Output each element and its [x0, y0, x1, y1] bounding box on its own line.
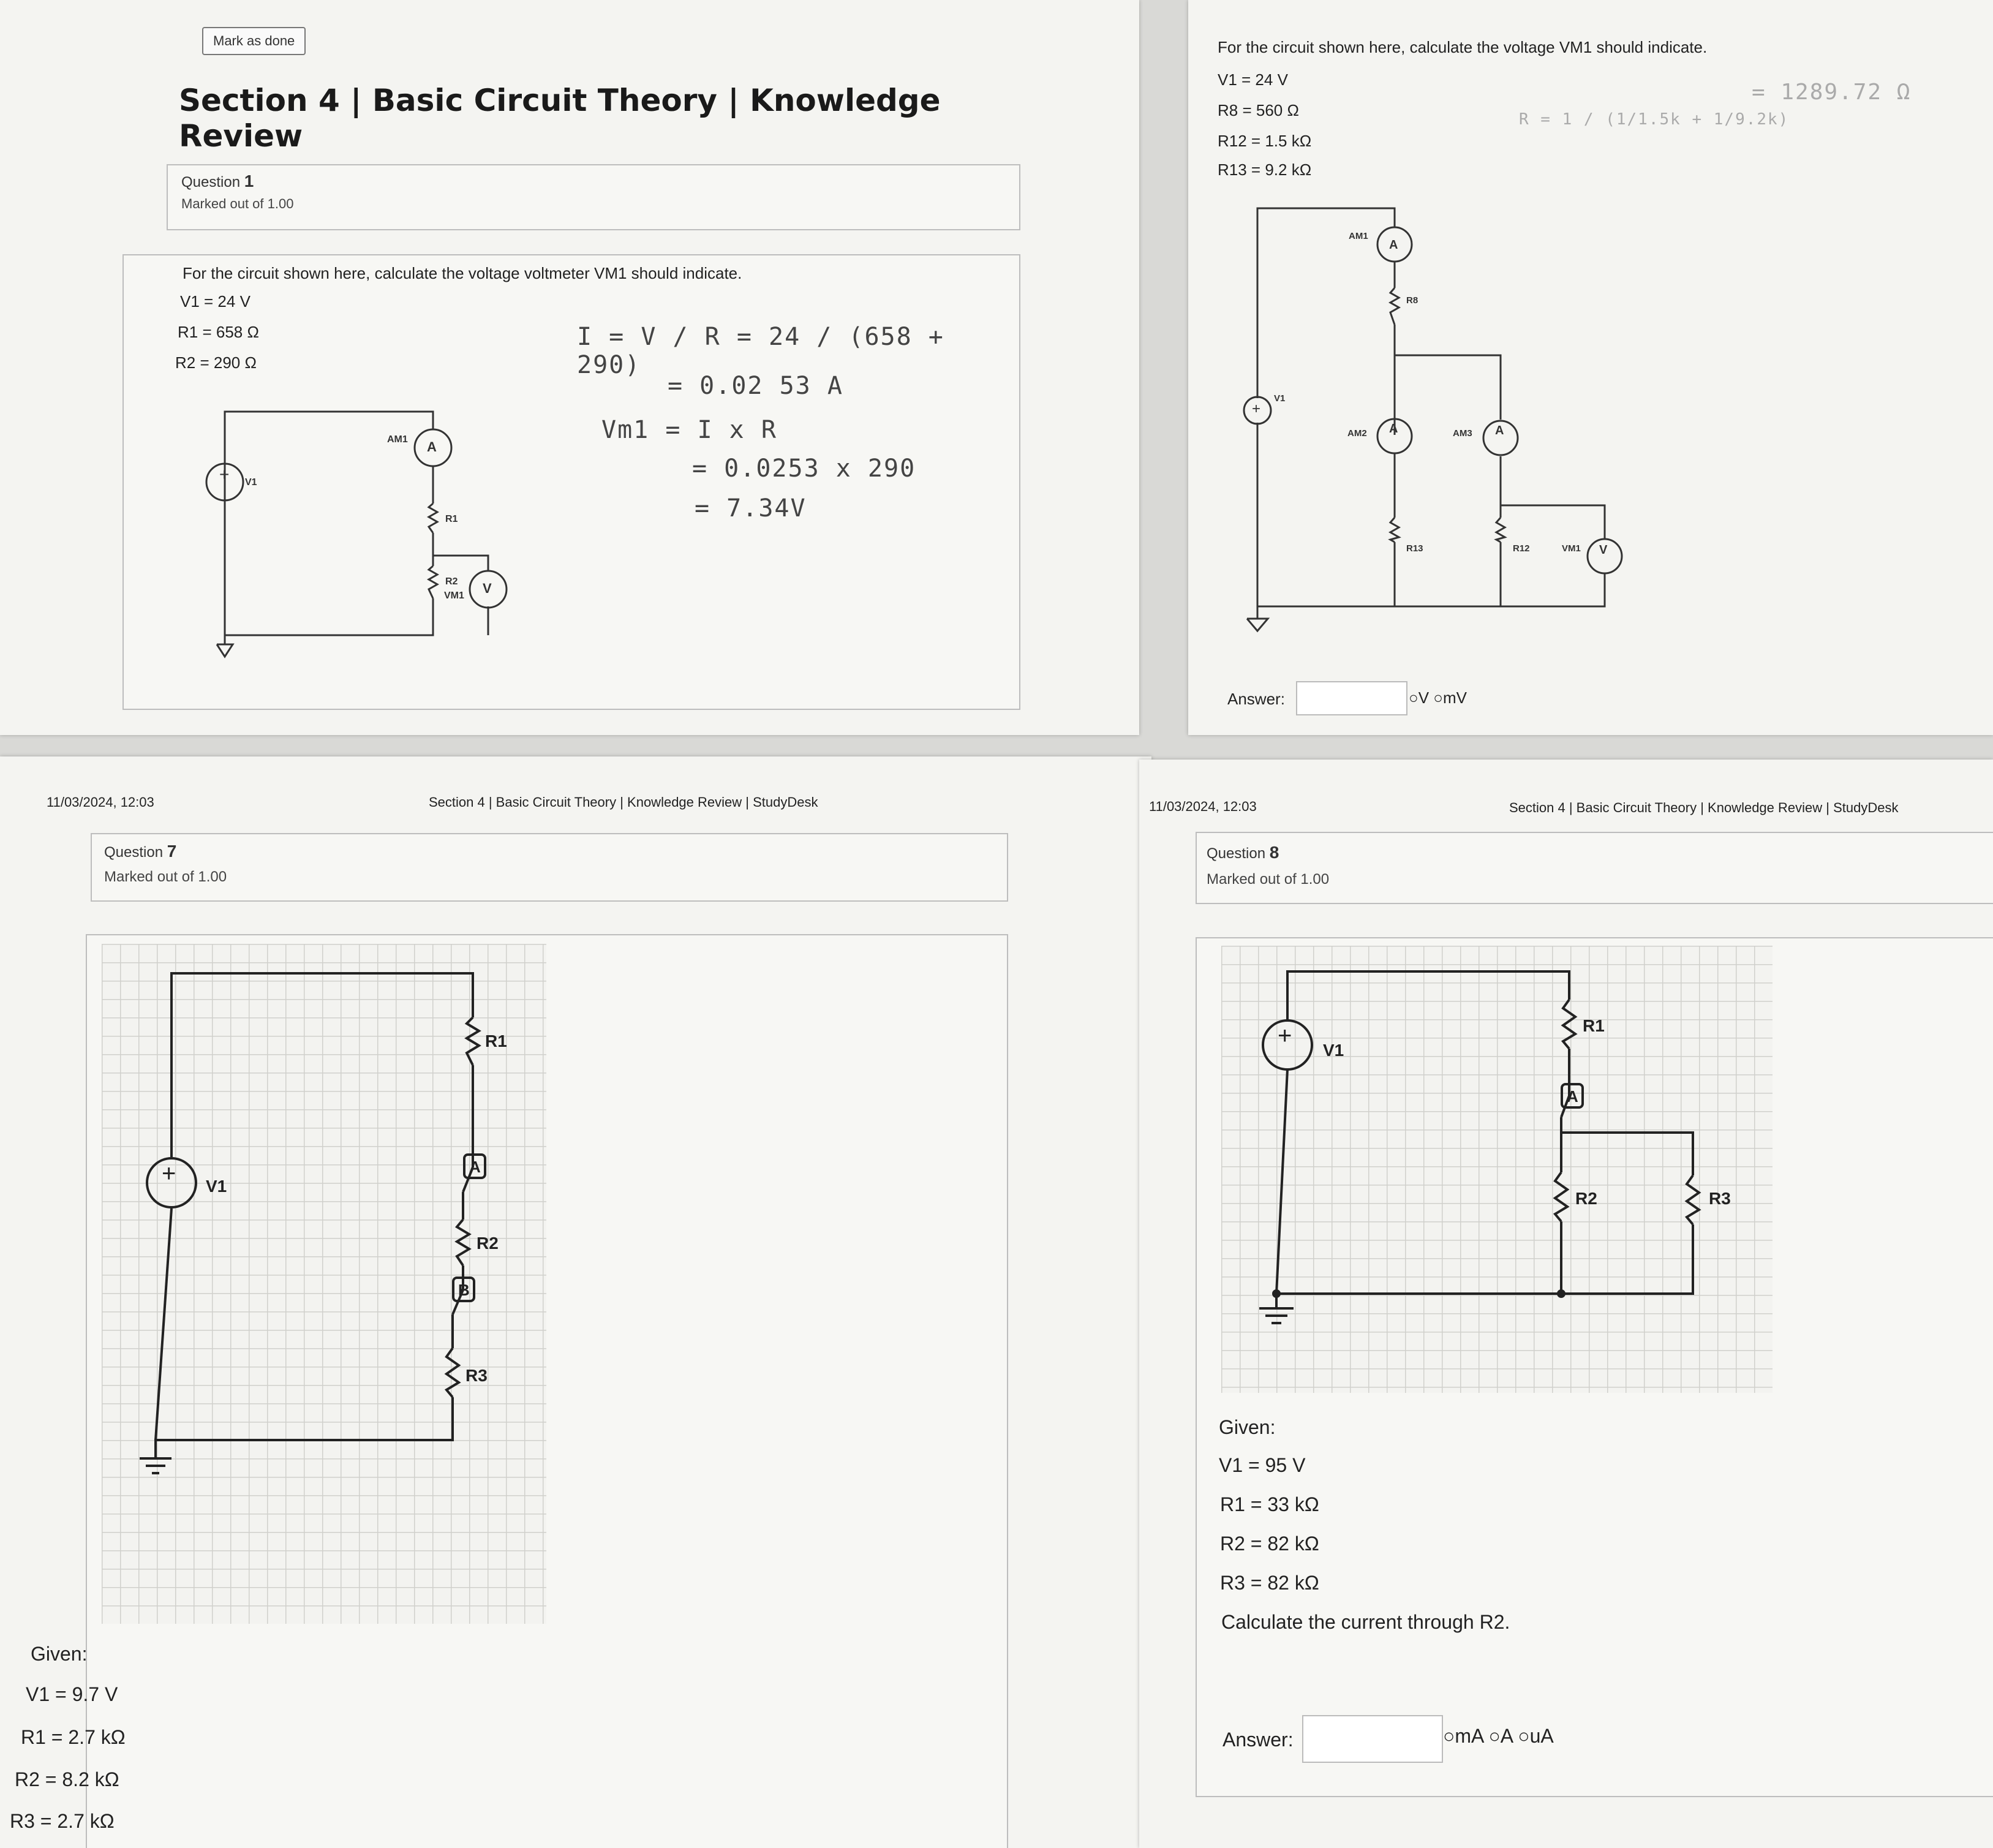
v1-plus-sign: +	[1278, 1022, 1292, 1049]
question-7-info-box	[91, 833, 1008, 902]
v1-label: V1	[206, 1177, 227, 1196]
question-7-label: Question 7	[104, 842, 177, 861]
footer-page-title: Section 4 | Basic Circuit Theory | Knowledge Review | StudyDesk	[1509, 800, 1899, 815]
question-7-given-title: Given:	[31, 1643, 88, 1665]
unit-radio-ma[interactable]: ○mA	[1443, 1725, 1483, 1747]
question-7-circuit-grid	[102, 944, 546, 1624]
question-parallel-unit-options	[1409, 688, 1467, 707]
r8-label: R8	[1406, 295, 1418, 306]
question-parallel-given-r13: R13 = 9.2 kΩ	[1218, 160, 1312, 179]
question-8-given-r1: R1 = 33 kΩ	[1220, 1493, 1319, 1515]
unit-radio-v[interactable]: ○V	[1409, 688, 1430, 707]
question-1-marked: Marked out of 1.00	[181, 196, 294, 211]
handwritten-work-line-4: = 0.0253 x 290	[692, 454, 916, 483]
vm1-label: VM1	[444, 590, 464, 601]
question-7-given-r1: R1 = 2.7 kΩ	[21, 1726, 126, 1748]
question-8-info-box	[1196, 832, 1993, 904]
question-8-circuit-grid	[1221, 946, 1773, 1393]
handwritten-work-line-1: I = V / R = 24 / (658 + 290)	[577, 323, 944, 379]
question-parallel-given-r8: R8 = 560 Ω	[1218, 101, 1299, 119]
r3-label: R3	[465, 1366, 488, 1385]
footer-timestamp: 11/03/2024, 12:03	[47, 794, 154, 810]
r12-label: R12	[1513, 543, 1530, 554]
am3-symbol: A	[1495, 424, 1504, 437]
unit-radio-ua[interactable]: ○uA	[1518, 1725, 1554, 1747]
am1-label: AM1	[1349, 231, 1368, 241]
mark-as-done-button[interactable]: Mark as done	[202, 27, 306, 55]
am2-label: AM2	[1347, 428, 1367, 439]
question-8-given-title: Given:	[1219, 1416, 1276, 1438]
r1-label: R1	[1583, 1016, 1605, 1035]
question-7-marked: Marked out of 1.00	[104, 869, 227, 885]
question-7-given-r2: R2 = 8.2 kΩ	[15, 1768, 119, 1790]
unit-radio-a[interactable]: ○A	[1488, 1725, 1513, 1747]
vm1-symbol: V	[1599, 543, 1608, 557]
v1-plus-sign: +	[219, 465, 230, 484]
footer-page-title: Section 4 | Basic Circuit Theory | Knowledge Review | StudyDesk	[429, 794, 818, 810]
handwritten-work-line-2: = 0.02 53 A	[668, 372, 843, 400]
am1-symbol: A	[1389, 238, 1398, 252]
sheet-question-1	[0, 0, 1139, 735]
handwritten-work-line-5: = 7.34V	[695, 494, 807, 522]
point-b-symbol: B	[458, 1281, 470, 1299]
question-8-given-r3: R3 = 82 kΩ	[1220, 1572, 1319, 1594]
am2-symbol: A	[1389, 422, 1398, 436]
question-7-content-box	[86, 934, 1008, 1848]
question-1-given-r1: R1 = 658 Ω	[178, 323, 259, 341]
sheet-question-parallel	[1188, 0, 1993, 735]
question-1-given-r2: R2 = 290 Ω	[175, 353, 257, 372]
question-8-marked: Marked out of 1.00	[1207, 871, 1330, 888]
question-parallel-given-r12: R12 = 1.5 kΩ	[1218, 132, 1312, 150]
unit-radio-mv[interactable]: ○mV	[1433, 688, 1467, 707]
question-1-content-box	[122, 254, 1020, 710]
page-title: Section 4 | Basic Circuit Theory | Knowledge Review	[179, 83, 941, 154]
am1-label: AM1	[387, 434, 408, 445]
question-8-answer-input[interactable]	[1302, 1715, 1443, 1763]
question-parallel-given-v1: V1 = 24 V	[1218, 70, 1288, 89]
handwritten-work-line-3: Vm1 = I x R	[601, 416, 777, 444]
v1-label: V1	[1323, 1041, 1344, 1060]
r13-label: R13	[1406, 543, 1423, 554]
v1-plus-sign: +	[1252, 401, 1261, 417]
question-7-circuit-diagram	[102, 944, 546, 1624]
ammeter-a-symbol: A	[1567, 1087, 1578, 1106]
v1-label: V1	[245, 477, 257, 488]
footer-timestamp: 11/03/2024, 12:03	[1149, 799, 1257, 814]
question-8-answer-label: Answer:	[1223, 1729, 1294, 1751]
question-parallel-prompt: For the circuit shown here, calculate the voltage VM1 should indicate.	[1218, 38, 1708, 56]
question-1-circuit-diagram	[185, 387, 675, 681]
r2-label: R2	[1575, 1189, 1597, 1208]
v1-plus-sign: +	[162, 1160, 176, 1187]
r3-label: R3	[1709, 1189, 1731, 1208]
question-parallel-answer-label: Answer:	[1227, 690, 1285, 708]
r2-label: R2	[445, 576, 458, 587]
am3-label: AM3	[1453, 428, 1472, 439]
question-1-info-box	[167, 164, 1020, 230]
question-parallel-circuit-diagram	[1213, 196, 1654, 649]
vm1-symbol: V	[483, 581, 492, 596]
question-8-given-v1: V1 = 95 V	[1219, 1454, 1306, 1476]
sheet-question-8	[1139, 760, 1993, 1848]
question-8-content-box	[1196, 937, 1993, 1797]
question-7-given-r3: R3 = 2.7 kΩ	[10, 1810, 115, 1832]
r1-label: R1	[445, 514, 458, 524]
handwritten-parallel-result: = 1289.72 Ω	[1752, 80, 1912, 105]
v1-label: V1	[1274, 393, 1286, 404]
question-parallel-answer-input[interactable]	[1296, 681, 1407, 715]
question-8-given-r2: R2 = 82 kΩ	[1220, 1533, 1319, 1555]
question-7-given-v1: V1 = 9.7 V	[26, 1683, 118, 1705]
question-1-label: Question 1	[181, 172, 254, 190]
handwritten-parallel-formula: R = 1 / (1/1.5k + 1/9.2k)	[1519, 110, 1790, 129]
r2-label: R2	[477, 1234, 499, 1253]
question-1-prompt: For the circuit shown here, calculate the voltage voltmeter VM1 should indicate.	[183, 264, 742, 282]
vm1-label: VM1	[1562, 543, 1581, 554]
am1-symbol: A	[427, 439, 437, 454]
r1-label: R1	[485, 1031, 507, 1050]
question-8-task: Calculate the current through R2.	[1221, 1611, 1510, 1633]
question-1-given-v1: V1 = 24 V	[180, 292, 251, 311]
ammeter-a-symbol: A	[469, 1158, 481, 1176]
sheet-question-7	[0, 756, 1151, 1848]
question-8-label: Question 8	[1207, 843, 1279, 862]
question-8-unit-options	[1443, 1725, 1554, 1748]
question-8-circuit-diagram	[1221, 946, 1773, 1393]
